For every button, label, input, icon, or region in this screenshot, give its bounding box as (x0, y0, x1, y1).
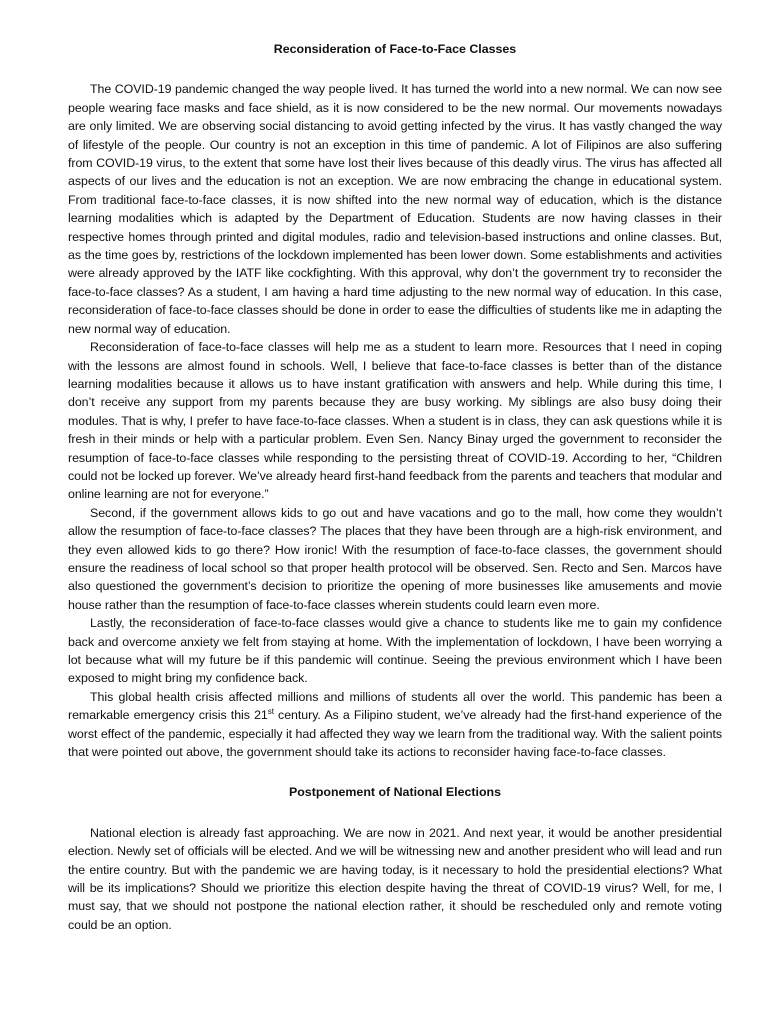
closing-text-start: This global health crisis affected millions and millions of students all over the world. This pandemic has been a remarkable emergency crisis this 21 (68, 689, 722, 723)
ordinal-superscript: st (267, 707, 274, 717)
essay-title-elections: Postponement of National Elections (288, 785, 502, 800)
essay1-paragraph-1: The COVID-19 pandemic changed the way people lived. It has turned the world into a new normal. We can now see people wearing face masks and face shield, as it is now considered to be the new normal. Our movements nowadays are only limited. We are observing social distancing to avoid getting infected by the virus. It has vastly changed the way of lifestyle of the people. Our country is not an exception in this time of pandemic. A lot of Filipinos are also suffering from COVID-19 virus, to the extent that some have lost their lives because of this deadly virus. The virus has affected all aspects of our lives and the education is not an exception. We are now embracing the change in educational system. From traditional face-to-face classes, it is now shifted into the new normal way of education, which is the distance learning modalities which is adapted by the Department of Education. Students are now having classes in their respective homes through printed and digital modules, radio and television-based instructions and online classes. But, as the time goes by, restrictions of the lockdown implemented has been lower down. Some establishments and activities were already approved by the IATF like cockfighting. With this approval, why don’t the government try to reconsider the face-to-face classes? As a student, I am having a hard time adjusting to the new normal way of education. In this case, reconsideration of face-to-face classes should be done in order to ease the difficulties of students like me in adapting the new normal way of education. (68, 82, 722, 336)
essay1-paragraph-4: Lastly, the reconsideration of face-to-face classes would give a chance to students like me to gain my confidence back and overcome anxiety we felt from staying at home. With the implementation of lockdown, I have been worrying a lot because what will my future be if this pandemic will continue. Seeing the previous environment which I have been exposed to might bring my confidence back. (68, 616, 722, 686)
essay1-paragraph-5 (68, 688, 722, 762)
essay-title-face-to-face: Reconsideration of Face-to-Face Classes (273, 42, 517, 56)
document-page (68, 40, 722, 934)
essay1-paragraph-3: Second, if the government allows kids to go out and have vacations and go to the mall, how come they wouldn’t allow the resumption of face-to-face classes? The places that they have been through are a high-risk environment, and they even allowed kids to go there? How ironic! With the resumption of face-to-face classes, the government should ensure the readiness of local school so that proper health protocol will be observed. Sen. Recto and Sen. Marcos have also questioned the government’s decision to prioritize the opening of more businesses like amusements and movie house rather than the resumption of face-to-face classes wherein students could learn even more. (68, 505, 722, 612)
essay1-paragraph-2: Reconsideration of face-to-face classes will help me as a student to learn more. Resources that I need in coping with the lessons are almost found in schools. Well, I believe that face-to-face classes is better than of the distance learning modalities because it allows us to have instant gratification with answers and help. While during this time, I don’t receive any support from my parents because they are busy working. My siblings are also busy doing their modules. That is why, I prefer to have face-to-face classes. When a student is in class, they can ask questions while it is fresh in their minds or help with a particular problem. Even Sen. Nancy Binay urged the government to reconsider the resumption of face-to-face classes while responding to the persisting threat of COVID-19. According to her, “Children could not be locked up forever. We’ve already heard first-hand feedback from the parents and teachers that modular and online learning are not for everyone.” (68, 340, 722, 502)
essay2-paragraph-1: National election is already fast approaching. We are now in 2021. And next year, it would be another presidential election. Newly set of officials will be elected. And we will be witnessing new and another president who will lead and run the entire country. But with the pandemic we are having today, is it necessary to hold the presidential elections? What will be its implications? Should we prioritize this election despite having the threat of COVID-19 virus? Well, for me, I must say, that we should not postpone the national election rather, it should be rescheduled only and remote voting could be an option. (68, 825, 722, 932)
closing-text-end: century. As a Filipino student, we’ve already had the first-hand experience of the worst effect of the pandemic, especially it had affected they way we learn from the traditional way. With the salient points that were pointed out above, the government should take its actions to reconsider having face-to-face classes. (68, 708, 722, 760)
